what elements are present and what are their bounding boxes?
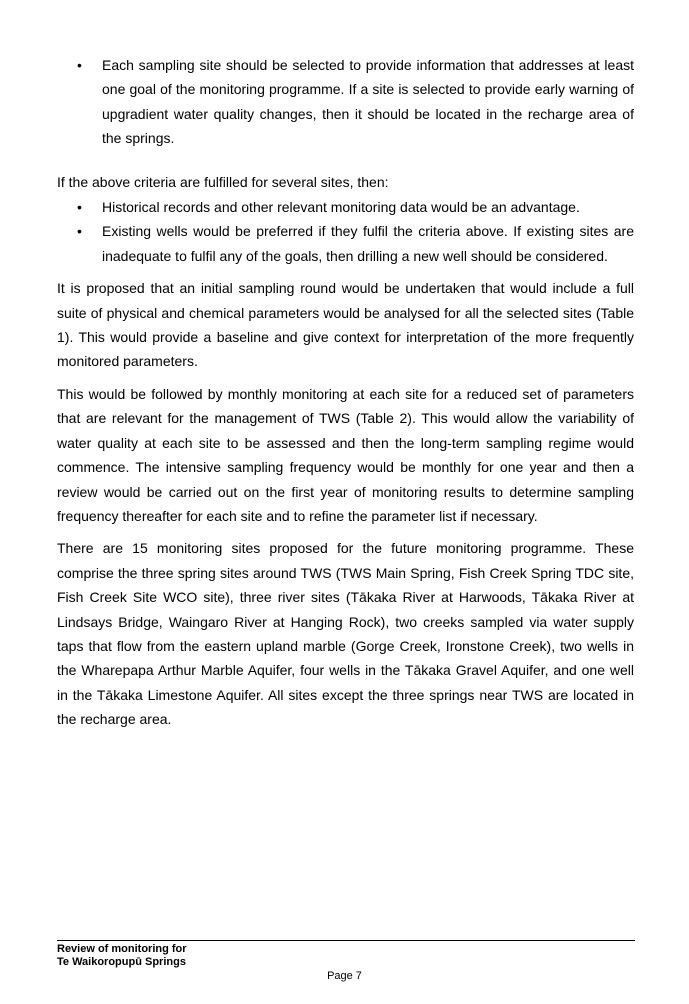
page-number: Page 7 <box>327 970 362 982</box>
footer-report-title <box>57 943 187 969</box>
footer-title-line: Review of monitoring for <box>57 943 187 955</box>
bullet-marker: • <box>77 57 82 73</box>
footer-title-line: Te Waikoropupū Springs <box>57 956 186 968</box>
criteria-bullet-list <box>57 195 634 268</box>
list-item <box>57 53 634 151</box>
bullet-marker: • <box>77 223 82 240</box>
body-paragraph-monthly-monitoring: This would be followed by monthly monitoring at each site for a reduced set of parameters that are relevant for the management of TWS (Table 2). This would allow the variability of water quality at each site to be assessed and then the long-term sampling regime would commence. The intensive sampling frequency would be monthly for one year and then a review would be carried out on the first year of monitoring results to determine sampling frequency thereafter for each site and to refine the parameter list if necessary. <box>57 385 634 524</box>
top-bullet-list <box>57 53 634 151</box>
list-item-text: Each sampling site should be selected to provide information that addresses at least one goal of the monitoring programme. If a site is selected to provide early warning of upgradient water quality changes, then it should be located in the recharge area of the springs. <box>102 57 634 147</box>
list-item <box>57 195 634 219</box>
footer-divider <box>57 940 635 941</box>
body-paragraph-monitoring-sites: There are 15 monitoring sites proposed for the future monitoring programme. These comprise the three spring sites around TWS (TWS Main Spring, Fish Creek Spring TDC site, Fish Creek Site WCO site), three river sites (Tākaka River at Harwoods, Tākaka River at Lindsays Bridge, Waingaro River at Hanging Rock), two creeks sampled via water supply taps that flow from the eastern upland marble (Gorge Creek, Ironstone Creek), two wells in the Wharepapa Arthur Marble Aquifer, four wells in the Tākaka Gravel Aquifer, and one well in the Tākaka Limestone Aquifer. All sites except the three springs near TWS are located in the recharge area. <box>57 540 634 728</box>
list-item-text: Existing wells would be preferred if they fulfil the criteria above. If existing sites are inadequate to fulfil any of the goals, then drilling a new well should be considered. <box>102 223 634 264</box>
list-item <box>57 219 634 268</box>
document-body <box>57 53 634 732</box>
criteria-lead-paragraph: If the above criteria are fulfilled for several sites, then: <box>57 173 389 190</box>
bullet-marker: • <box>77 199 82 216</box>
body-paragraph-initial-sampling: It is proposed that an initial sampling round would be undertaken that would include a full suite of physical and chemical parameters would be analysed for all the selected sites (Table 1). This would provide a baseline and give context for interpretation of the more frequently monitored parameters. <box>57 280 634 370</box>
list-item-text: Historical records and other relevant monitoring data would be an advantage. <box>102 199 580 216</box>
